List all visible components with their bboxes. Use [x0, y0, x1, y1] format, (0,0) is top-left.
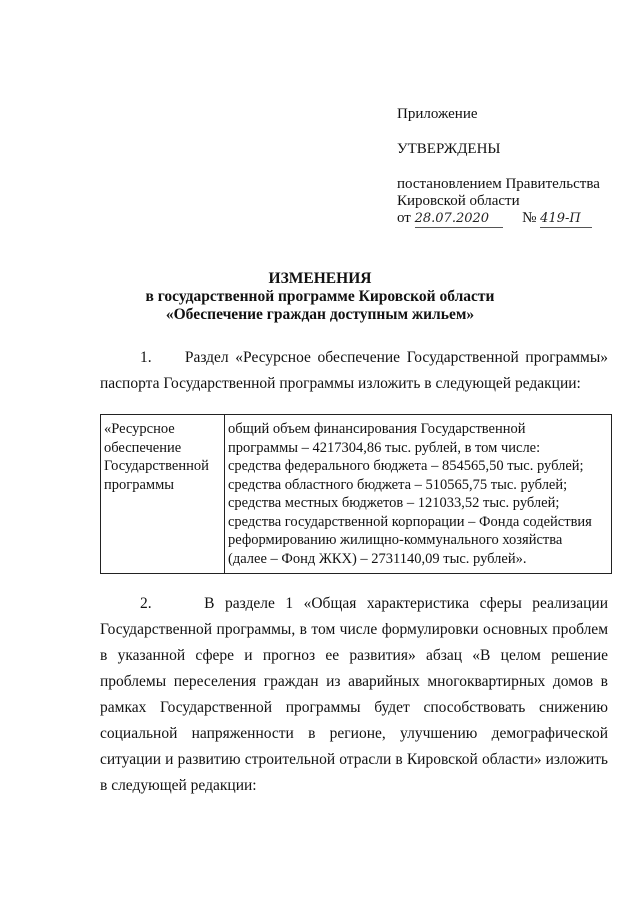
date-prefix: от — [397, 210, 411, 226]
content-line: средства государственной корпорации – Фонда содействия — [228, 513, 592, 530]
content-line: средства областного бюджета – 510565,75 тыс. рублей; — [228, 476, 568, 493]
content-line: средства федерального бюджета – 854565,50 тыс. рублей; — [228, 458, 584, 474]
doc-title: ИЗМЕНЕНИЯ — [268, 270, 372, 287]
content-line: общий объем финансирования Государственной — [228, 421, 526, 437]
item-1-text: Раздел «Ресурсное обеспечение Государственной программы» паспорта Государственной программы изложить в следующей редакции: — [100, 349, 608, 392]
content-line: средства местных бюджетов – 121033,52 тыс. рублей; — [228, 495, 560, 511]
approved-label: УТВЕРЖДЕНЫ — [397, 141, 501, 157]
decree-date-row — [397, 210, 592, 228]
content-line: программы – 4217304,86 тыс. рублей, в том числе: — [228, 439, 541, 456]
item-2-paragraph — [100, 591, 608, 799]
resource-label-cell — [101, 415, 225, 574]
label-line: Государственной — [104, 458, 209, 474]
label-line: «Ресурсное — [104, 421, 175, 437]
item-2-text: В разделе 1 «Общая характеристика сферы реализации Государственной программы, в том числе формулировки основных проблем в указанной сфере и прогноз ее развития» абзац «В целом решение проблемы переселения граждан из аварийных многоквартирных домов в рамках Государственной программы будет способствовать снижению социальной напряженности в регионе, улучшению демографической ситуации и развитию строительной отрасли в Кировской области» изложить в следующей редакции: — [100, 595, 609, 794]
label-line: обеспечение — [104, 439, 182, 456]
item-1-paragraph — [100, 345, 608, 397]
decree-line-2: Кировской области — [397, 193, 520, 209]
resource-table — [100, 414, 612, 574]
handwritten-date: 28.07.2020 — [415, 210, 503, 228]
resource-content-cell — [225, 415, 612, 574]
content-line: реформированию жилищно-коммунального хозяйства — [228, 532, 563, 548]
content-line: (далее – Фонд ЖКХ) – 2731140,09 тыс. рублей». — [228, 550, 527, 567]
label-line: программы — [104, 476, 174, 493]
table-row — [101, 415, 612, 574]
doc-subtitle-2: «Обеспечение граждан доступным жильем» — [165, 306, 475, 323]
decree-line-1: постановлением Правительства — [397, 176, 600, 192]
appendix-label: Приложение — [397, 106, 478, 122]
number-prefix: № — [522, 210, 537, 226]
doc-subtitle-1: в государственной программе Кировской области — [145, 288, 495, 305]
item-2-number: 2. — [140, 595, 152, 612]
handwritten-number: 419-П — [540, 210, 592, 228]
item-1-number: 1. — [140, 349, 152, 366]
